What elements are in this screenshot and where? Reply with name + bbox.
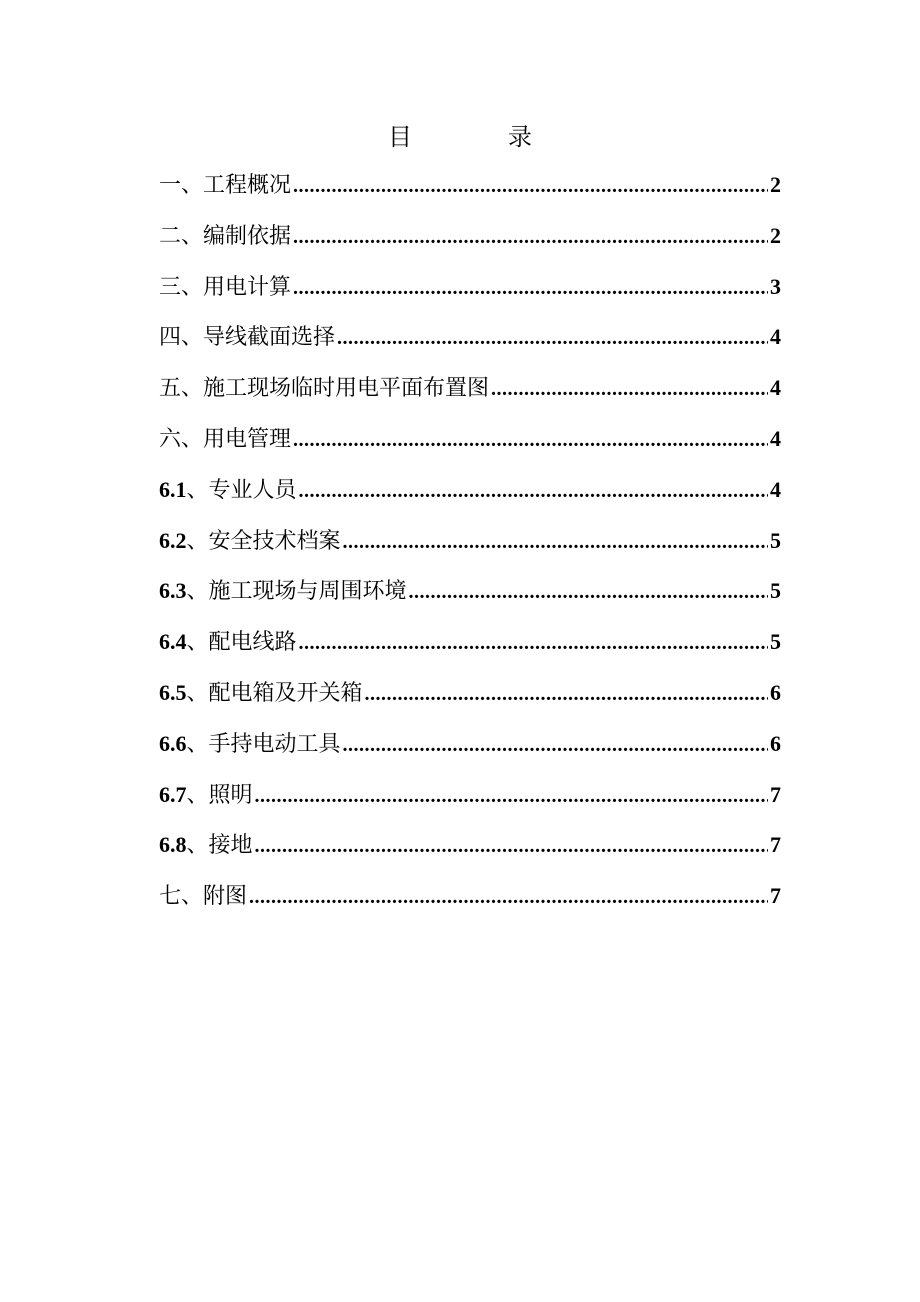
toc-entry[interactable]: [159, 270, 781, 321]
toc-entry-text: 工程概况: [203, 173, 292, 198]
toc-entry[interactable]: [159, 422, 781, 473]
toc-entry-label: [159, 524, 341, 559]
toc-leader-dots: [293, 169, 768, 203]
toc-entry-prefix: 6.1: [159, 476, 187, 502]
toc-entry-page: 7: [770, 781, 781, 807]
toc-leader-dots: [343, 525, 768, 559]
toc-entry[interactable]: [159, 219, 781, 270]
toc-entry-page: 3: [770, 273, 781, 299]
toc-entry-page: 5: [770, 629, 781, 655]
toc-leader-dots: [293, 220, 768, 254]
toc-leader-dots: [293, 423, 768, 457]
toc-leader-dots: [343, 728, 768, 762]
toc-entry-prefix: 6.3: [159, 578, 187, 604]
toc-entry-prefix: 四、: [159, 325, 204, 351]
page-title: [0, 120, 920, 154]
toc-entry-prefix: 一、: [159, 173, 204, 198]
toc-entry-prefix: 6.5: [159, 679, 187, 705]
toc-entry-label: [159, 473, 297, 508]
toc-entry-text: 、手持电动工具: [186, 731, 341, 757]
toc-entry[interactable]: [159, 168, 781, 219]
toc-entry-prefix: 6.7: [159, 781, 187, 807]
toc-entry-page: 4: [770, 425, 781, 451]
page-title-part1: 目: [388, 123, 412, 151]
toc-entry-page: 7: [770, 883, 781, 909]
toc-entry-label: [159, 727, 341, 762]
toc-entry-label: [159, 372, 489, 406]
toc-entry-prefix: 6.2: [159, 527, 187, 553]
toc-entry-page: 6: [770, 730, 781, 756]
toc-entry-label: [159, 271, 291, 305]
toc-entry-text: 、配电箱及开关箱: [186, 680, 363, 706]
toc-leader-dots: [337, 321, 768, 355]
toc-leader-dots: [255, 779, 768, 813]
toc-entry[interactable]: [159, 625, 781, 676]
toc-entry-page: 6: [770, 679, 781, 705]
toc-entry-label: [159, 220, 291, 254]
toc-entry[interactable]: [159, 778, 781, 829]
toc-entry-label: [159, 574, 407, 609]
toc-entry[interactable]: [159, 320, 781, 371]
toc-entry[interactable]: [159, 879, 781, 930]
toc-entry[interactable]: [159, 828, 781, 879]
toc-leader-dots: [293, 271, 768, 305]
toc-entry-page: 4: [770, 375, 781, 401]
toc-entry-prefix: 6.6: [159, 730, 187, 756]
toc-entry-text: 用电计算: [203, 274, 292, 300]
toc-entry-label: [159, 880, 247, 914]
toc-entry-label: [159, 169, 291, 203]
toc-entry-page: 4: [770, 324, 781, 350]
toc-entry[interactable]: [159, 473, 781, 524]
toc-entry-prefix: 五、: [159, 376, 204, 402]
toc-entry-text: 、照明: [186, 782, 253, 808]
toc-entry-label: [159, 828, 253, 863]
toc-entry[interactable]: [159, 676, 781, 727]
toc-entry-prefix: 七、: [159, 884, 204, 910]
toc-leader-dots: [299, 626, 768, 660]
toc-leader-dots: [255, 829, 768, 863]
toc-entry-prefix: 6.8: [159, 832, 187, 858]
toc-entry-text: 、配电线路: [186, 630, 297, 656]
toc-entry-prefix: 二、: [159, 223, 204, 249]
toc-entry-text: 、安全技术档案: [186, 528, 341, 554]
toc-entry-text: 施工现场临时用电平面布置图: [203, 376, 490, 402]
toc-entry[interactable]: [159, 574, 781, 625]
toc-entry-label: [159, 423, 291, 457]
toc-entry-page: 4: [770, 476, 781, 502]
toc-entry-label: [159, 321, 335, 355]
toc-entry-text: 用电管理: [203, 426, 292, 452]
toc-entry-prefix: 6.4: [159, 629, 187, 655]
toc-entry-page: 2: [770, 222, 781, 248]
toc-entry-page: 7: [770, 832, 781, 858]
toc-leader-dots: [491, 372, 768, 406]
toc-entry-text: 、专业人员: [186, 477, 297, 503]
toc-entry[interactable]: [159, 524, 781, 575]
toc-leader-dots: [299, 474, 768, 508]
toc-leader-dots: [365, 677, 768, 711]
toc-entry[interactable]: [159, 727, 781, 778]
toc-entry-text: 附图: [203, 884, 248, 910]
toc-entry[interactable]: [159, 371, 781, 422]
toc-entry-page: 5: [770, 527, 781, 553]
toc-entry-prefix: 三、: [159, 274, 204, 300]
toc-entry-text: 、接地: [186, 833, 253, 859]
toc-leader-dots: [409, 575, 768, 609]
toc-entry-text: 导线截面选择: [203, 325, 336, 351]
table-of-contents: [159, 168, 781, 930]
toc-entry-label: [159, 625, 297, 660]
toc-entry-text: 、施工现场与周围环境: [186, 579, 407, 605]
toc-entry-page: 5: [770, 578, 781, 604]
toc-entry-page: 2: [770, 172, 781, 197]
toc-entry-prefix: 六、: [159, 426, 204, 452]
toc-entry-label: [159, 778, 253, 813]
toc-entry-text: 编制依据: [203, 223, 292, 249]
toc-entry-label: [159, 676, 363, 711]
toc-leader-dots: [249, 880, 768, 914]
page-title-part2: 录: [508, 123, 532, 151]
